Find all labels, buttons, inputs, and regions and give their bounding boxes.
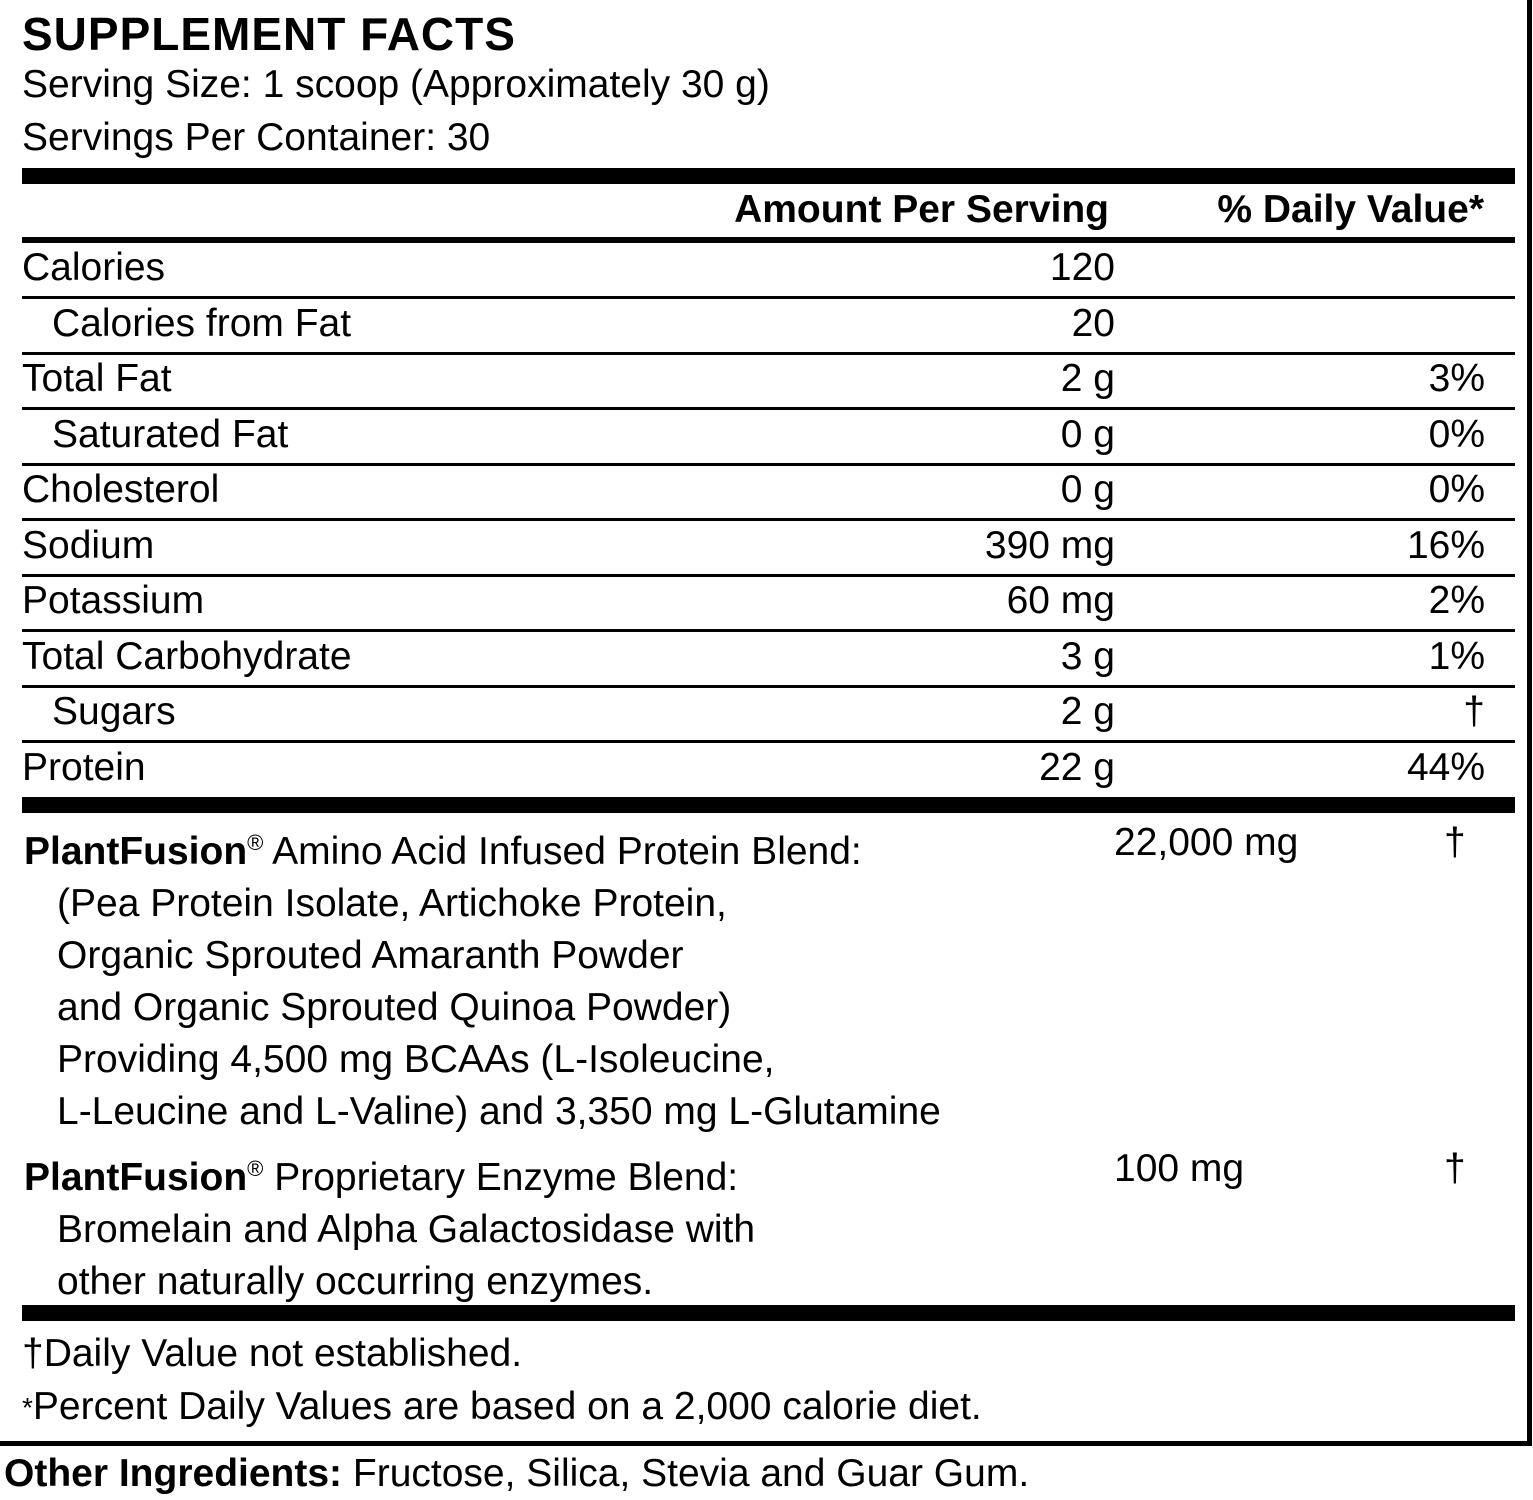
blend-ingredient-line: L-Leucine and L-Valine) and 3,350 mg L-Glutamine <box>57 1090 941 1133</box>
row-divider <box>22 352 1515 355</box>
row-divider <box>22 740 1515 743</box>
row-divider <box>22 685 1515 688</box>
nutrient-amount: 0 g <box>1060 412 1115 456</box>
nutrient-daily-value: 16% <box>1406 523 1485 567</box>
nutrient-daily-value: † <box>1463 690 1485 733</box>
blend-daily-value: † <box>1444 1147 1466 1190</box>
blend-daily-value: † <box>1444 821 1466 864</box>
blend-ingredient-line: Bromelain and Alpha Galactosidase with <box>57 1208 756 1251</box>
blend-ingredient-line: (Pea Protein Isolate, Artichoke Protein, <box>57 882 727 925</box>
header-divider <box>22 237 1515 243</box>
table-row <box>22 467 1515 519</box>
nutrient-daily-value: 44% <box>1406 745 1485 789</box>
thick-divider-middle <box>22 797 1515 813</box>
nutrient-daily-value: 0% <box>1428 468 1485 511</box>
table-row <box>22 301 1515 353</box>
table-row <box>22 634 1515 686</box>
row-divider <box>22 296 1515 299</box>
table-row <box>22 689 1515 741</box>
nutrient-daily-value: 3% <box>1428 357 1485 400</box>
nutrient-name: Calories from Fat <box>52 301 352 345</box>
header-amount-per-serving: Amount Per Serving <box>734 188 1109 231</box>
nutrient-amount: 0 g <box>1060 468 1115 511</box>
row-divider <box>22 407 1515 410</box>
blend-amount: 22,000 mg <box>1114 821 1299 864</box>
thick-divider-bottom <box>22 1305 1515 1321</box>
thick-divider-top <box>22 168 1515 184</box>
nutrient-amount: 390 mg <box>984 523 1115 567</box>
nutrient-amount: 2 g <box>1060 690 1115 733</box>
nutrient-name: Protein <box>22 745 146 789</box>
nutrient-name: Sodium <box>22 523 155 567</box>
footnote-percent <box>22 1384 982 1431</box>
table-row <box>22 578 1515 630</box>
blend-title <box>24 1143 1514 1204</box>
nutrient-amount: 20 <box>1071 301 1115 345</box>
nutrient-amount: 2 g <box>1060 357 1115 400</box>
blend-ingredient-line: and Organic Sprouted Quinoa Powder) <box>57 986 732 1029</box>
nutrient-name: Calories <box>22 246 166 289</box>
serving-size: Serving Size: 1 scoop (Approximately 30 g) <box>22 63 770 106</box>
nutrient-name: Potassium <box>22 579 205 622</box>
other-ingredients-text: Fructose, Silica, Stevia and Guar Gum. <box>342 1452 1030 1495</box>
blend-ingredient-line: other naturally occurring enzymes. <box>57 1260 654 1303</box>
nutrient-amount: 22 g <box>1039 745 1115 789</box>
blend-brand: PlantFusion <box>24 830 248 873</box>
other-ingredients <box>4 1451 1029 1497</box>
nutrient-name: Cholesterol <box>22 468 220 511</box>
blend-ingredient-line: Providing 4,500 mg BCAAs (L-Isoleucine, <box>57 1038 775 1081</box>
row-divider <box>22 463 1515 466</box>
servings-per-container: Servings Per Container: 30 <box>22 116 491 159</box>
registered-mark: ® <box>247 830 264 855</box>
header-daily-value: % Daily Value* <box>1217 188 1484 231</box>
nutrient-amount: 120 <box>1049 246 1115 289</box>
nutrient-name: Saturated Fat <box>52 412 289 456</box>
registered-mark: ® <box>247 1156 264 1181</box>
table-row <box>22 245 1515 297</box>
nutrient-daily-value: 1% <box>1428 634 1485 678</box>
blend-amount: 100 mg <box>1114 1147 1245 1190</box>
other-ingredients-label: Other Ingredients: <box>4 1452 343 1495</box>
footnote-dagger: †Daily Value not established. <box>22 1332 523 1375</box>
blend-ingredient-line: Organic Sprouted Amaranth Powder <box>57 934 684 977</box>
table-row <box>22 523 1515 575</box>
row-divider <box>22 574 1515 577</box>
blend-item <box>24 817 1514 1138</box>
table-row <box>22 745 1515 797</box>
nutrient-daily-value: 2% <box>1428 579 1485 622</box>
row-divider <box>22 518 1515 521</box>
row-divider <box>22 629 1515 632</box>
blend-item <box>24 1143 1514 1308</box>
blend-brand: PlantFusion <box>24 1156 248 1199</box>
nutrient-name: Total Carbohydrate <box>22 634 352 678</box>
table-row <box>22 356 1515 408</box>
footnote-star: * <box>22 1392 33 1423</box>
footnote-percent-text: Percent Daily Values are based on a 2,000 calorie diet. <box>32 1385 982 1428</box>
blend-name: Proprietary Enzyme Blend: <box>263 1156 739 1199</box>
nutrient-name: Total Fat <box>22 357 172 400</box>
nutrient-amount: 60 mg <box>1006 579 1115 622</box>
nutrient-amount: 3 g <box>1060 634 1115 678</box>
panel-title: SUPPLEMENT FACTS <box>22 8 516 60</box>
nutrient-name: Sugars <box>52 690 176 733</box>
table-row <box>22 412 1515 464</box>
nutrient-daily-value: 0% <box>1428 412 1485 456</box>
blend-name: Amino Acid Infused Protein Blend: <box>263 830 862 873</box>
